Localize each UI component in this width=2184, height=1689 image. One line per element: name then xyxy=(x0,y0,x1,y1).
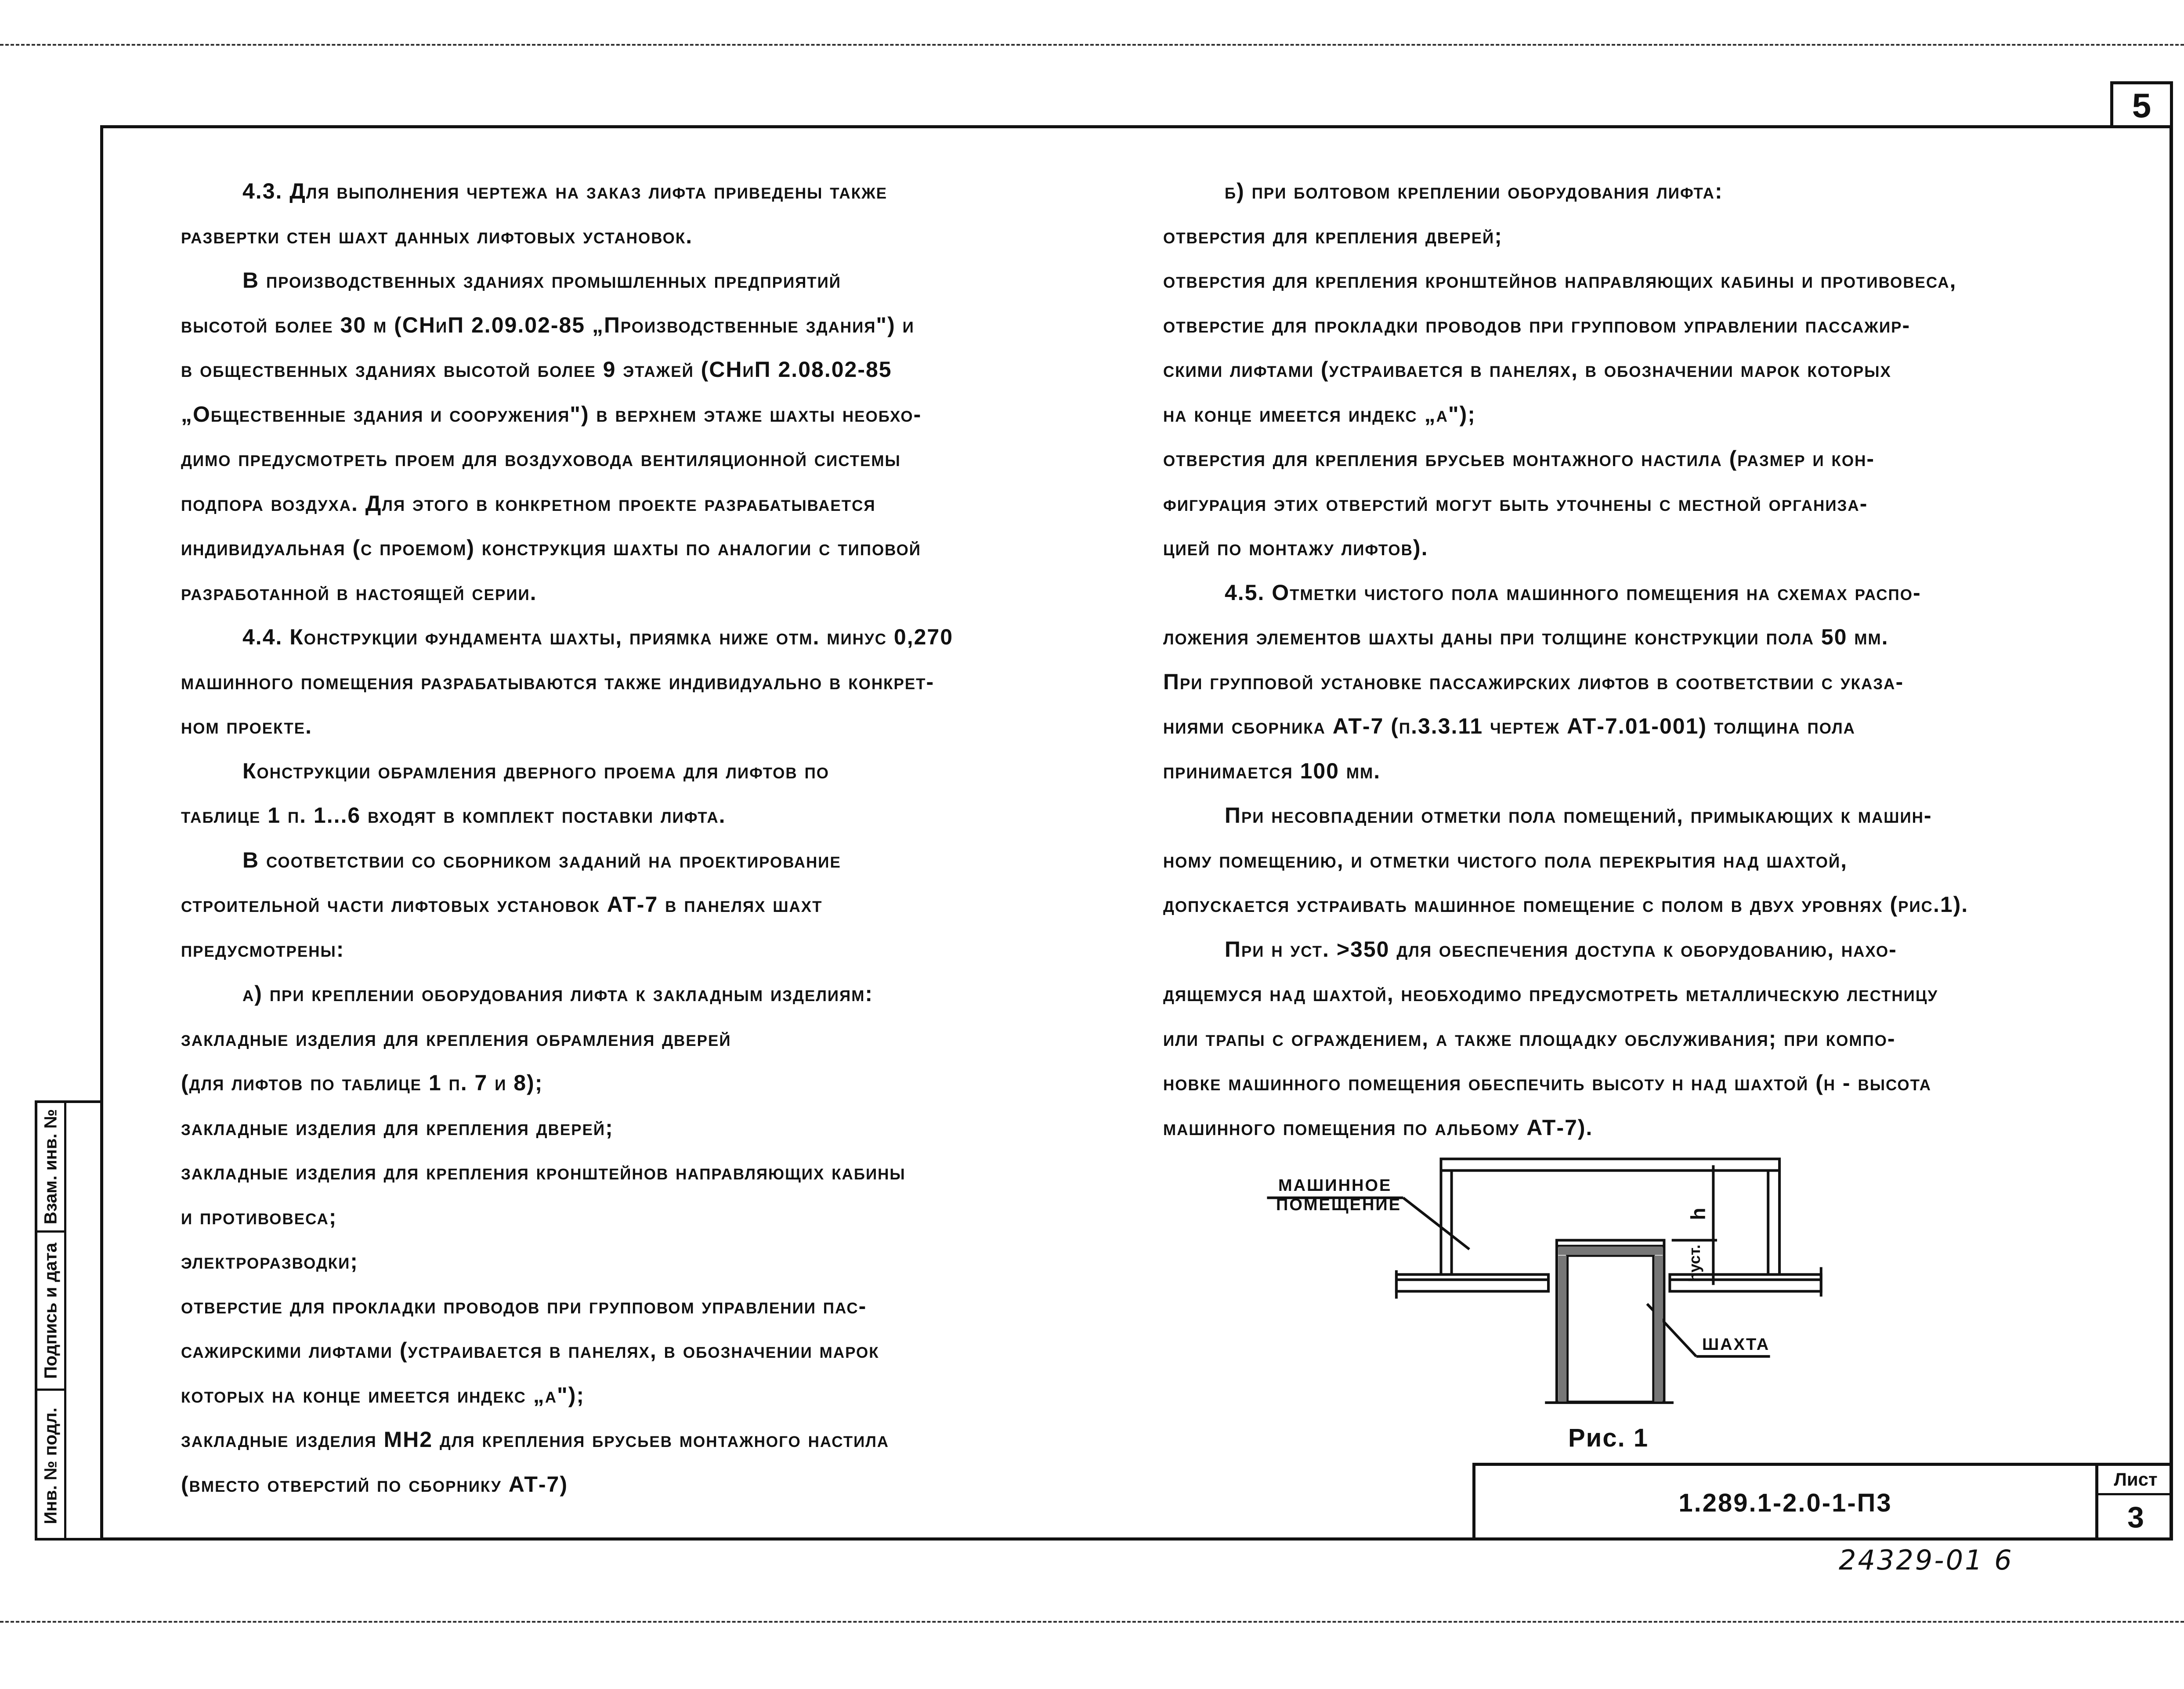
machine-room-roof xyxy=(1441,1159,1779,1170)
text-line: допускается устраивать машинное помещение с полом в двух уровнях (рис.1). xyxy=(1163,892,1969,917)
leader-machine-room xyxy=(1403,1198,1469,1249)
text-line: (вместо отверстий по сборнику АТ-7) xyxy=(181,1472,568,1497)
sheet-label: Лист xyxy=(2098,1466,2173,1495)
page-number: 5 xyxy=(2110,81,2173,125)
text-line: принимается 100 мм. xyxy=(1163,758,1381,783)
stamp-label: Подпись и дата xyxy=(41,1242,60,1379)
stamp-cell-original-inv xyxy=(37,1391,66,1541)
concrete-hatch xyxy=(1558,1247,1663,1402)
stamp-cell-replacement-inv xyxy=(37,1103,66,1233)
title-block xyxy=(1472,1463,2173,1541)
text-line: димо предусмотреть проем для воздуховода вентиляционной системы xyxy=(181,446,901,471)
text-line: закладные изделия для крепления кронштейнов направляющих кабины xyxy=(181,1160,906,1184)
text-line: В производственных зданиях промышленных предприятий xyxy=(242,268,841,293)
text-line: машинного помещения разрабатываются также индивидуально в конкрет- xyxy=(181,669,935,694)
text-line: закладные изделия для крепления обрамления дверей xyxy=(181,1026,731,1051)
sheet-number: 3 xyxy=(2127,1501,2144,1534)
text-line: (для лифтов по таблице 1 п. 7 и 8); xyxy=(181,1071,543,1095)
text-line: которых на конце имеется индекс „а"); xyxy=(181,1382,585,1407)
stamp-label: Инв. № подл. xyxy=(41,1407,60,1524)
text-line: ниями сборника АТ-7 (п.3.3.11 чертеж АТ-7.01-001) толщина пола xyxy=(1163,714,1855,738)
stamp-cell-signature-date xyxy=(37,1233,66,1391)
text-line: ложения элементов шахты даны при толщине конструкции пола 50 мм. xyxy=(1163,625,1889,649)
stamp-label: Взам. инв. № xyxy=(41,1109,60,1225)
text-line: отверстия для крепления брусьев монтажного настила (размер и кон- xyxy=(1163,446,1875,471)
text-line: При h уст. >350 для обеспечения доступа к оборудованию, нахо- xyxy=(1225,937,1897,962)
text-line: сажирскими лифтами (устраивается в панелях, в обозначении марок xyxy=(181,1338,879,1363)
text-line: предусмотрены: xyxy=(181,937,345,962)
text-line: При групповой установке пассажирских лифтов в соответствии с указа- xyxy=(1163,669,1904,694)
text-line: б) при болтовом креплении оборудования лифта: xyxy=(1225,179,1723,203)
approval-stamp-column xyxy=(35,1100,100,1541)
text-line: строительной части лифтовых установок АТ-7 в панелях шахт xyxy=(181,892,823,917)
text-line: отверстия для крепления дверей; xyxy=(1163,223,1503,248)
text-line: новке машинного помещения обеспечить высоту h над шахтой (h - высота xyxy=(1163,1071,1932,1095)
sheet-cell xyxy=(2095,1466,2173,1541)
text-line: машинного помещения по альбому АТ-7). xyxy=(1163,1115,1593,1140)
text-line: „Общественные здания и сооружения") в верхнем этаже шахты необхо- xyxy=(181,401,922,427)
text-line: индивидуальная (с проемом) конструкция шахты по аналогии с типовой xyxy=(181,535,921,560)
text-line: отверстие для прокладки проводов при групповом управлении пас- xyxy=(181,1293,867,1318)
text-line: 4.5. Отметки чистого пола машинного помещения на схемах распо- xyxy=(1225,580,1921,605)
text-line: развертки стен шахт данных лифтовых установок. xyxy=(181,223,693,248)
floor-slab-left xyxy=(1396,1274,1548,1291)
text-line: В соответствии со сборником заданий на проектирование xyxy=(242,847,841,872)
text-line: в общественных зданиях высотой более 9 этажей (СНиП 2.08.02-85 xyxy=(181,357,892,382)
text-line: При несовпадении отметки пола помещений, примыкающих к машин- xyxy=(1225,803,1932,828)
label-machine-room-2: ПОМЕЩЕНИЕ xyxy=(1276,1196,1402,1214)
scan-edge-bottom xyxy=(0,1621,2184,1623)
text-line: скими лифтами (устраивается в панелях, в обозначении марок которых xyxy=(1163,357,1891,382)
text-line: и противовеса; xyxy=(181,1204,337,1229)
text-line: разработанной в настоящей серии. xyxy=(181,580,537,605)
text-line: 4.4. Конструкции фундамента шахты, приямка ниже отм. минус 0,270 xyxy=(242,625,954,649)
text-line: отверстие для прокладки проводов при групповом управлении пассажир- xyxy=(1163,312,1911,337)
text-line: ном проекте. xyxy=(181,714,313,738)
text-line: отверстия для крепления кронштейнов направляющих кабины и противовеса, xyxy=(1163,268,1957,293)
label-h: h xyxy=(1686,1206,1710,1220)
text-line: фигурация этих отверстий могут быть уточнены с местной организа- xyxy=(1163,491,1868,516)
text-line: ному помещению, и отметки чистого пола перекрытия над шахтой, xyxy=(1163,847,1848,872)
label-h-ust: hуст. xyxy=(1685,1244,1703,1282)
text-line: закладные изделия для крепления дверей; xyxy=(181,1115,614,1140)
label-machine-room-1: МАШИННОЕ xyxy=(1278,1176,1392,1195)
text-line: таблице 1 п. 1...6 входят в комплект поставки лифта. xyxy=(181,803,726,828)
text-line: а) при креплении оборудования лифта к закладным изделиям: xyxy=(242,981,873,1006)
text-line: дящемуся над шахтой, необходимо предусмотреть металлическую лестницу xyxy=(1163,981,1938,1006)
document-code: 1.289.1-2.0-1-П3 xyxy=(1678,1489,1892,1517)
text-line: или трапы с ограждением, а также площадку обслуживания; при компо- xyxy=(1163,1026,1896,1051)
text-line: высотой более 30 м (СНиП 2.09.02-85 „Производственные здания") и xyxy=(181,312,915,337)
text-line: цией по монтажу лифтов). xyxy=(1163,535,1428,560)
text-line: подпора воздуха. Для этого в конкретном проекте разрабатывается xyxy=(181,491,876,516)
text-line: закладные изделия МН2 для крепления брусьев монтажного настила xyxy=(181,1427,890,1452)
text-line: на конце имеется индекс „а"); xyxy=(1163,401,1476,427)
archive-number: 24329-01 6 xyxy=(1839,1544,2014,1576)
text-line: 4.3. Для выполнения чертежа на заказ лифта приведены также xyxy=(242,179,888,203)
right-text-column xyxy=(1163,169,1968,1150)
text-line: электроразводки; xyxy=(181,1249,358,1273)
left-text-column xyxy=(181,169,953,1507)
text-line: Конструкции обрамления дверного проема для лифтов по xyxy=(242,758,829,783)
shaft-outline xyxy=(1557,1240,1664,1402)
figure-machine-room-section xyxy=(1252,1142,1845,1472)
scan-edge-top xyxy=(0,44,2184,46)
label-shaft: ШАХТА xyxy=(1702,1335,1770,1354)
figure-caption: Рис. 1 xyxy=(1568,1424,1649,1452)
